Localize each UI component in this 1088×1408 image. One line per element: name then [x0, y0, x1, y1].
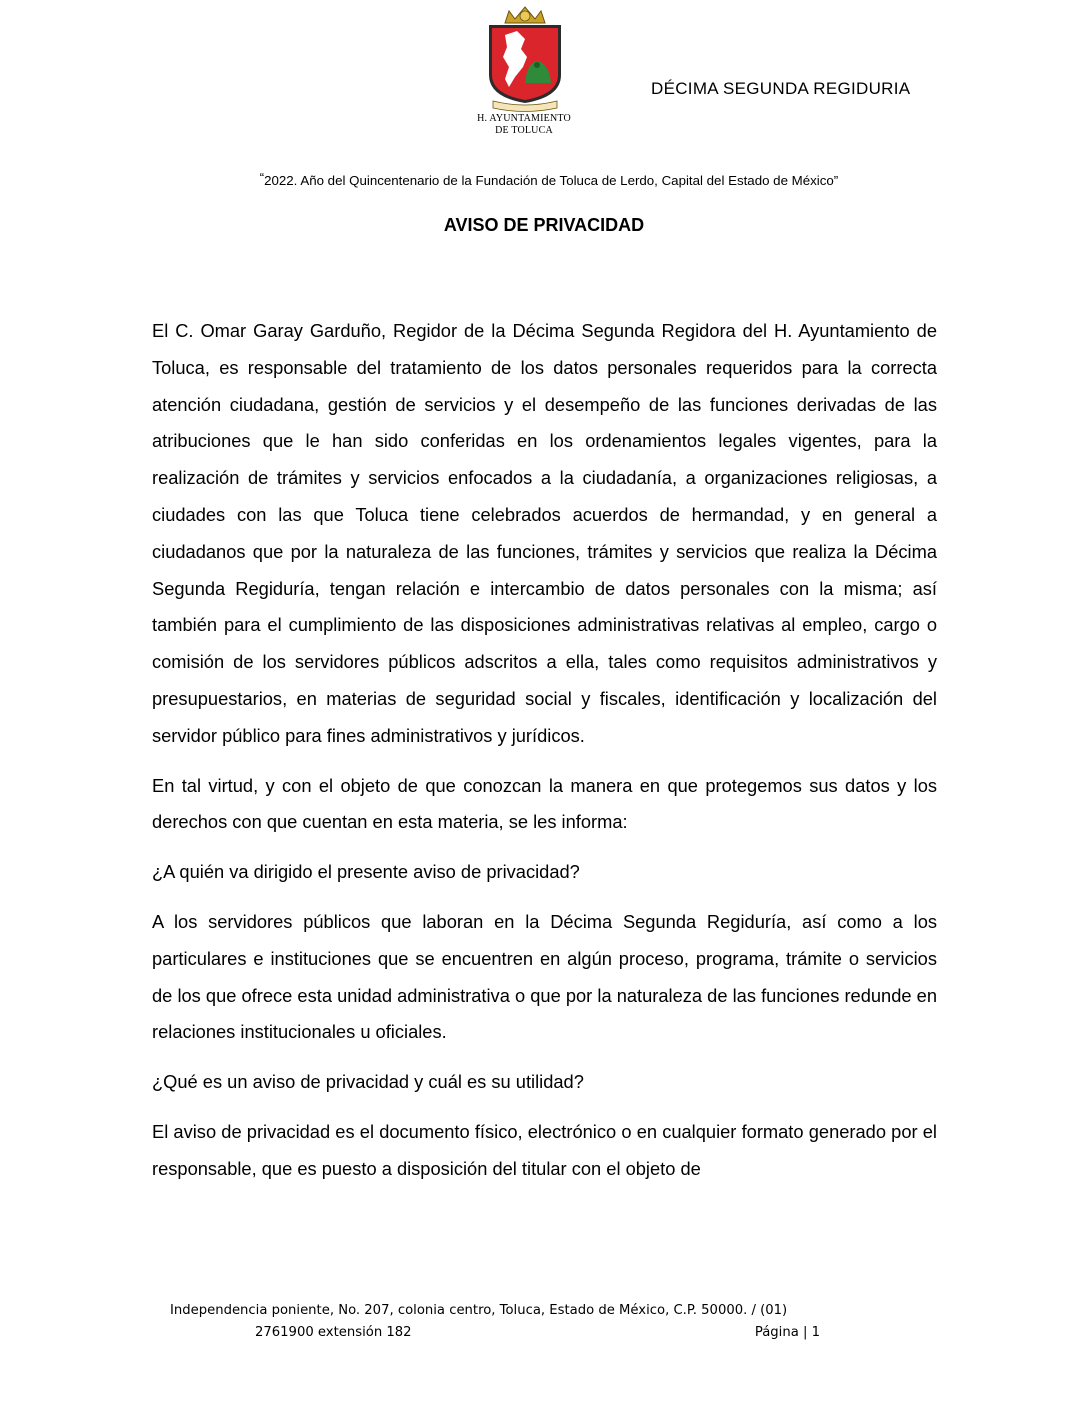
- motto-open-quote: “: [259, 170, 265, 185]
- logo-caption: [462, 113, 586, 137]
- coat-of-arms-icon: [475, 5, 575, 115]
- paragraph-addressee: A los servidores públicos que laboran en la Décima Segunda Regiduría, así como a los particulares e instituciones que se encuentren en algún proceso, programa, trámite o servicios de los que ofrece esta unidad administrativa o que por la naturaleza de las funciones redunde en relaciones institucionales u oficiales.: [152, 910, 937, 1043]
- paragraph-intro: En tal virtud, y con el objeto de que conozcan la manera en que protegemos sus datos y los derechos con que cuentan en esta materia, se les informa:: [152, 774, 937, 833]
- footer-address: Independencia poniente, No. 207, colonia centro, Toluca, Estado de México, C.P. 50000. / (01): [170, 1303, 788, 1318]
- paragraph-responsible: El C. Omar Garay Garduño, Regidor de la Décima Segunda Regidora del H. Ayuntamiento de Toluca, es responsable del tratamiento de los datos personales requeridos para la correcta atención ciudadana, gestión de servicios y el desempeño de las funciones derivadas de las atribuciones que le han sido conferidas en los ordenamientos legales vigentes, para la realización de trámites y servicios enfocados a la ciudadanía, a organizaciones religiosas, a ciudades con las que Toluca tiene celebrados acuerdos de hermandad, y en general a ciudadanos que por la naturaleza de las funciones, trámites y servicios que realiza la Décima Segunda Regiduría, tengan relación e intercambio de datos personales con la misma; así también para el cumplimiento de las disposiciones administrativas relativas al empleo, cargo o comisión de los servidores públicos adscritos a ella, tales como requisitos administrativos y presupuestarios, en materias de seguridad social y fiscales, identificación y localización del servidor público para fines administrativos y jurídicos.: [152, 320, 937, 746]
- question-addressee: ¿A quién va dirigido el presente aviso de privacidad?: [152, 861, 580, 883]
- page-footer: [170, 1300, 930, 1344]
- document-title: AVISO DE PRIVACIDAD: [443, 215, 645, 235]
- year-motto: [0, 170, 1088, 188]
- motto-text: 2022. Año del Quincentenario de la Fundación de Toluca de Lerdo, Capital del Estado de México: [264, 173, 834, 188]
- crown-icon: [505, 7, 545, 23]
- logo-caption-line1: H. AYUNTAMIENTO: [477, 113, 571, 124]
- document-body: [152, 313, 937, 1201]
- paragraph-definition: El aviso de privacidad es el documento físico, electrónico o en cualquier formato generado por el responsable, que es puesto a disposición del titular con el objeto de: [152, 1120, 937, 1179]
- logo-caption-line2: DE TOLUCA: [495, 125, 553, 136]
- motto-close-quote: ”: [833, 173, 839, 188]
- office-header: DÉCIMA SEGUNDA REGIDURIA: [651, 79, 911, 98]
- page-number: Página | 1: [754, 1325, 820, 1340]
- question-what-is-notice: ¿Qué es un aviso de privacidad y cuál es su utilidad?: [152, 1071, 584, 1093]
- footer-phone: 2761900 extensión 182: [255, 1325, 412, 1340]
